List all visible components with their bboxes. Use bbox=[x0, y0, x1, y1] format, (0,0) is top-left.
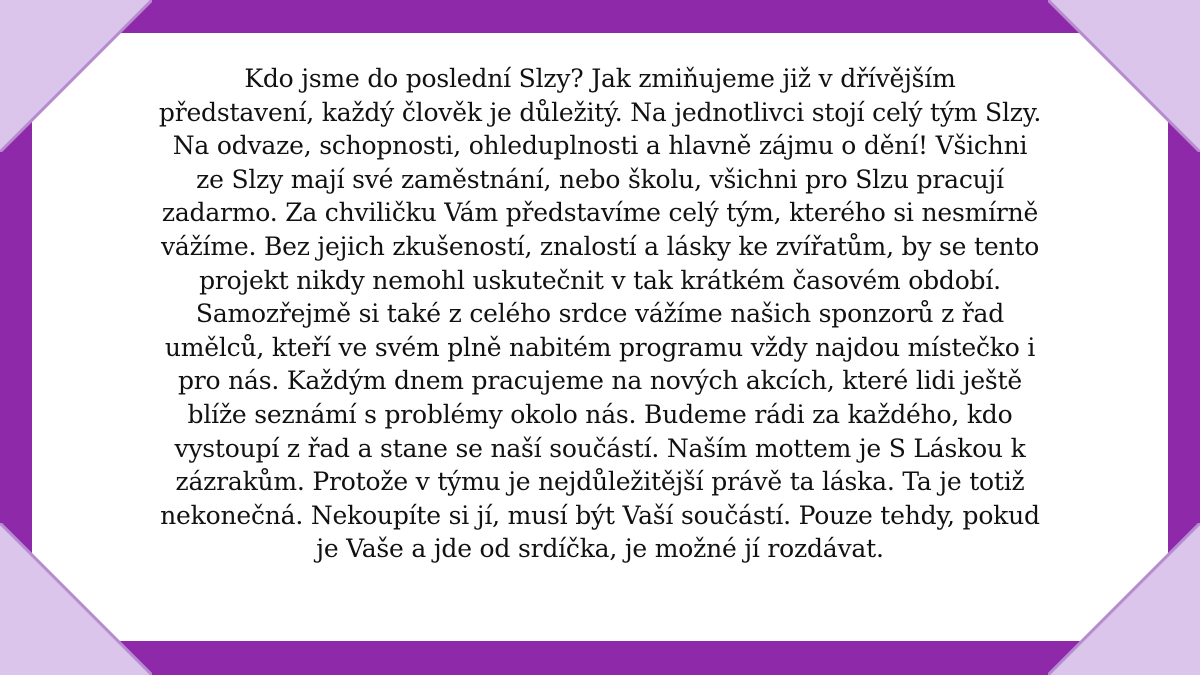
text-container bbox=[54, 62, 1146, 610]
body-paragraph: Kdo jsme do poslední Slzy? Jak zmiňujeme již v dřívějším představení, každý člověk je důležitý. Na jednotlivci stojí celý tým Slzy. Na odvaze, schopnosti, ohleduplnosti a hlavně zájmu o dění! Všichni ze Slzy mají své zaměstnání, nebo školu, všichni pro Slzu pracují zadarmo. Za chviličku Vám představíme celý tým, kterého si nesmírně vážíme. Bez jejich zkušeností, znalostí a lásky ke zvířatům, by se tento projekt nikdy nemohl uskutečnit v tak krátkém časovém období. Samozřejmě si také z celého srdce vážíme našich sponzorů z řad umělců, kteří ve svém plně nabitém programu vždy najdou místečko i pro nás. Každým dnem pracujeme na nových akcích, které lidi ještě blíže seznámí s problémy okolo nás. Budeme rádi za každého, kdo vystoupí z řad a stane se naší součástí. Naším mottem je S Láskou k zázrakům. Protože v týmu je nejdůležitější právě ta láska. Ta je totiž nekonečná. Nekoupíte si jí, musí být Vaší součástí. Pouze tehdy, pokud je Vaše a jde od srdíčka, je možné jí rozdávat. bbox=[158, 64, 1042, 564]
